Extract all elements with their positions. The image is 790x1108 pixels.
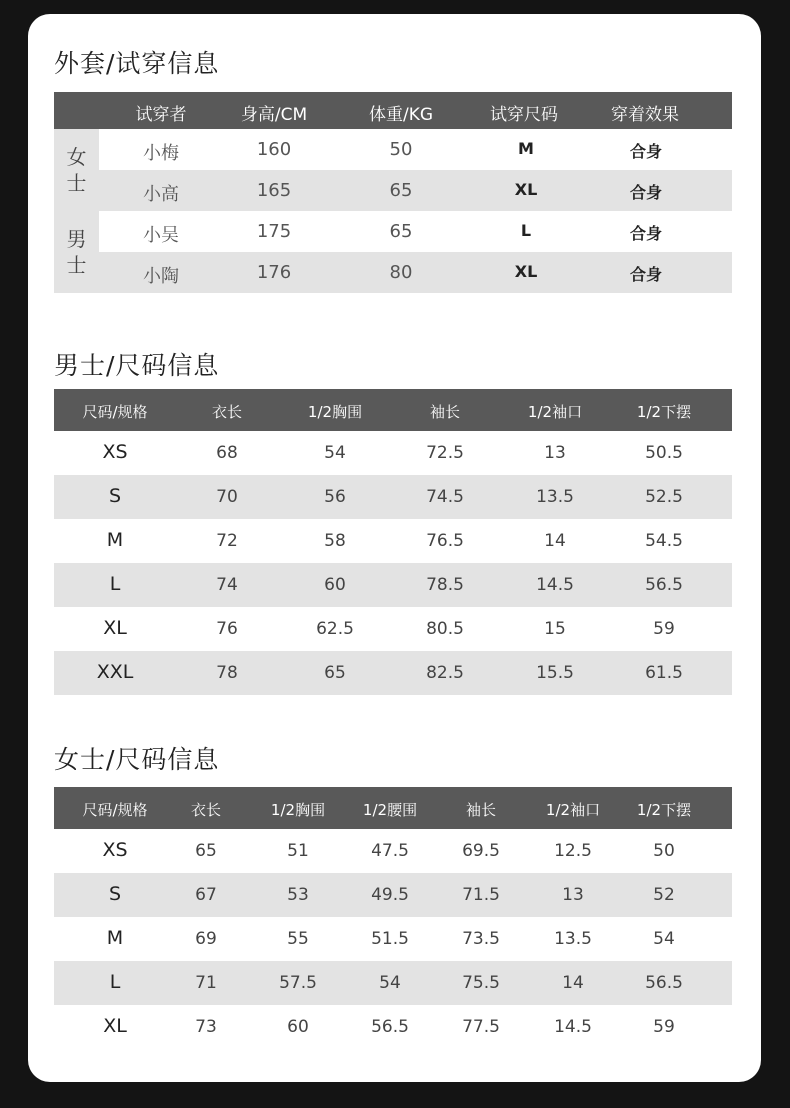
measurement-cell: 13.5 <box>554 929 592 949</box>
measurement-cell: 53 <box>287 885 309 905</box>
measurement-cell: 61.5 <box>645 663 683 683</box>
measurement-cell: 49.5 <box>371 885 409 905</box>
measurement-cell: 14.5 <box>536 575 574 595</box>
table-row <box>54 651 732 695</box>
measurement-cell: 54 <box>379 973 401 993</box>
measurement-cell: 76.5 <box>426 531 464 551</box>
table-row <box>54 917 732 961</box>
size-label: XXL <box>96 661 134 683</box>
measurement-cell: 14 <box>562 973 584 993</box>
measurement-cell: 70 <box>216 487 238 507</box>
table-row <box>54 607 732 651</box>
table-row: 小高 165 65 XL 合身 <box>99 170 732 211</box>
header-weight: 体重/KG <box>368 105 434 125</box>
measurement-cell: 57.5 <box>279 973 317 993</box>
header-tried-size: 试穿尺码 <box>490 105 558 125</box>
measurement-cell: 54 <box>653 929 675 949</box>
measurement-cell: 54 <box>324 443 346 463</box>
header-fit: 穿着效果 <box>611 105 679 125</box>
measurement-cell: 60 <box>287 1017 309 1037</box>
measurement-cell: 73 <box>195 1017 217 1037</box>
measurement-cell: 65 <box>195 841 217 861</box>
measurement-cell: 52 <box>653 885 675 905</box>
measurement-cell: 59 <box>653 619 675 639</box>
measurement-cell: 69 <box>195 929 217 949</box>
measurement-cell: 55 <box>287 929 309 949</box>
measurement-cell: 69.5 <box>462 841 500 861</box>
measurement-cell: 65 <box>324 663 346 683</box>
table-row <box>54 961 732 1005</box>
header-tester: 试穿者 <box>135 105 187 125</box>
measurement-cell: 59 <box>653 1017 675 1037</box>
measurement-cell: 60 <box>324 575 346 595</box>
table-row <box>54 1005 732 1049</box>
measurement-cell: 76 <box>216 619 238 639</box>
measurement-cell: 56.5 <box>371 1017 409 1037</box>
measurement-cell: 51 <box>287 841 309 861</box>
size-label: L <box>109 971 121 993</box>
header-height: 身高/CM <box>240 105 308 125</box>
measurement-cell: 13.5 <box>536 487 574 507</box>
size-label: L <box>109 573 121 595</box>
men-size-table <box>54 389 732 695</box>
measurement-cell: 68 <box>216 443 238 463</box>
measurement-cell: 72.5 <box>426 443 464 463</box>
table-row <box>54 829 732 873</box>
measurement-cell: 78 <box>216 663 238 683</box>
measurement-cell: 56.5 <box>645 575 683 595</box>
measurement-cell: 71 <box>195 973 217 993</box>
measurement-cell: 80.5 <box>426 619 464 639</box>
measurement-cell: 77.5 <box>462 1017 500 1037</box>
measurement-cell: 73.5 <box>462 929 500 949</box>
measurement-cell: 71.5 <box>462 885 500 905</box>
measurement-cell: 74 <box>216 575 238 595</box>
men-header-row: 尺码/规格 衣长 1/2胸围 袖长 1/2袖口 1/2下摆 <box>54 389 732 431</box>
tryon-table <box>54 92 732 293</box>
measurement-cell: 47.5 <box>371 841 409 861</box>
measurement-cell: 12.5 <box>554 841 592 861</box>
size-label: XS <box>102 839 128 861</box>
men-section-title: 男士/尺码信息 <box>54 351 220 380</box>
measurement-cell: 58 <box>324 531 346 551</box>
measurement-cell: 78.5 <box>426 575 464 595</box>
measurement-cell: 56 <box>324 487 346 507</box>
women-section-title: 女士/尺码信息 <box>54 745 220 774</box>
women-size-table <box>54 787 732 1049</box>
table-row: 小陶 176 80 XL 合身 <box>99 252 732 293</box>
table-row <box>54 873 732 917</box>
measurement-cell: 67 <box>195 885 217 905</box>
table-row: 小梅 160 50 M 合身 <box>99 129 732 170</box>
size-label: XS <box>102 441 128 463</box>
table-row <box>54 563 732 607</box>
tryon-body <box>54 129 732 293</box>
size-label: M <box>106 927 124 949</box>
measurement-cell: 14 <box>544 531 566 551</box>
size-label: M <box>106 529 124 551</box>
measurement-cell: 50 <box>653 841 675 861</box>
table-row: 小吴 175 65 L 合身 <box>99 211 732 252</box>
size-label: S <box>108 485 122 507</box>
size-label: XL <box>103 617 127 639</box>
group-men: 男 士 <box>54 211 100 293</box>
measurement-cell: 52.5 <box>645 487 683 507</box>
tryon-section-title: 外套/试穿信息 <box>54 49 220 78</box>
measurement-cell: 15 <box>544 619 566 639</box>
table-row <box>54 431 732 475</box>
measurement-cell: 13 <box>544 443 566 463</box>
measurement-cell: 14.5 <box>554 1017 592 1037</box>
size-label: S <box>108 883 122 905</box>
measurement-cell: 15.5 <box>536 663 574 683</box>
women-header-row: 尺码/规格 衣长 1/2胸围 1/2腰围 袖长 1/2袖口 1/2下摆 <box>54 787 732 829</box>
size-label: XL <box>103 1015 127 1037</box>
measurement-cell: 62.5 <box>316 619 354 639</box>
measurement-cell: 56.5 <box>645 973 683 993</box>
measurement-cell: 72 <box>216 531 238 551</box>
measurement-cell: 54.5 <box>645 531 683 551</box>
measurement-cell: 51.5 <box>371 929 409 949</box>
measurement-cell: 74.5 <box>426 487 464 507</box>
table-row <box>54 519 732 563</box>
table-row <box>54 475 732 519</box>
group-women: 女 士 <box>54 129 100 211</box>
tryon-header-row <box>54 92 732 129</box>
measurement-cell: 13 <box>562 885 584 905</box>
measurement-cell: 50.5 <box>645 443 683 463</box>
measurement-cell: 75.5 <box>462 973 500 993</box>
measurement-cell: 82.5 <box>426 663 464 683</box>
